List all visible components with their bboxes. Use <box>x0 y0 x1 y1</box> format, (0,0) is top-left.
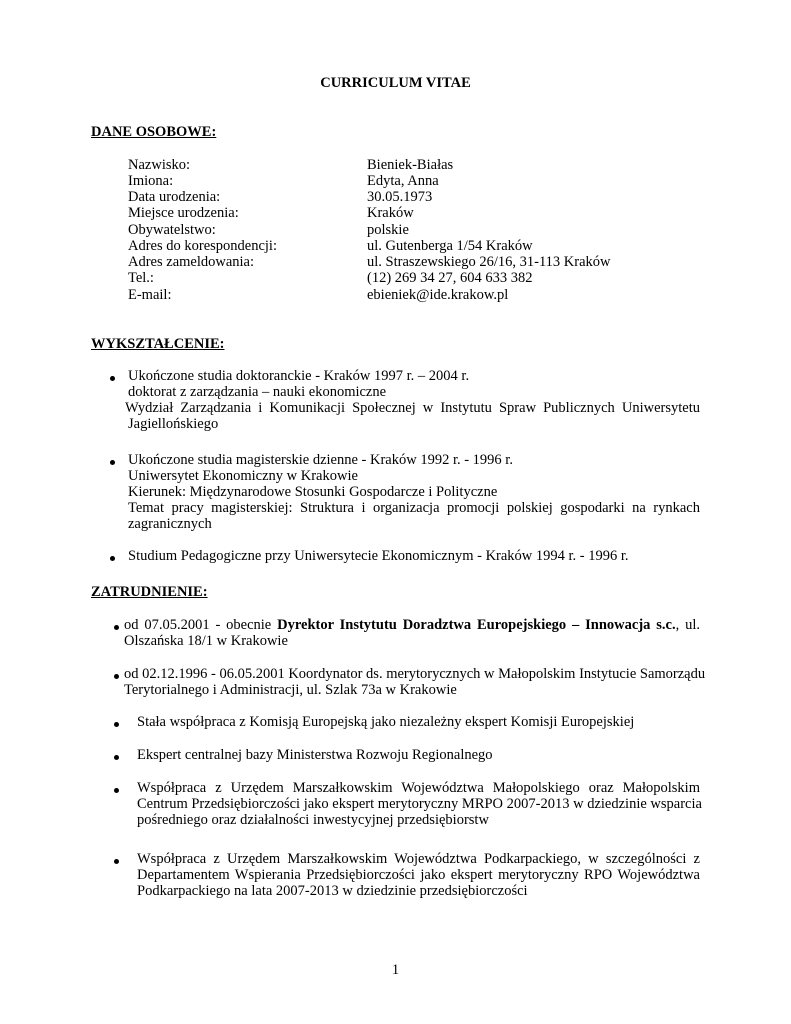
personal-value: (12) 269 34 27, 604 633 382 <box>367 270 533 286</box>
employment-line: Współpraca z Urzędem Marszałkowskim Województwa Podkarpackiego, w szczególności z <box>137 851 700 867</box>
employment-line: od 07.05.2001 - obecnie Dyrektor Instytutu Doradztwa Europejskiego – Innowacja s.c., ul. <box>124 617 700 633</box>
bullet-icon <box>114 788 119 793</box>
personal-label: Miejsce urodzenia: <box>128 205 239 221</box>
education-line: Wydział Zarządzania i Komunikacji Społecznej w Instytutu Spraw Publicznych Uniwersytetu <box>125 400 700 416</box>
personal-label: Obywatelstwo: <box>128 222 216 238</box>
personal-data-heading: DANE OSOBOWE: <box>91 124 217 140</box>
employment-line: Stała współpraca z Komisją Europejską jako niezależny ekspert Komisji Europejskiej <box>137 714 635 730</box>
page-number: 1 <box>391 962 400 978</box>
personal-label: Adres zameldowania: <box>128 254 255 270</box>
employment-line: Ekspert centralnej bazy Ministerstwa Rozwoju Regionalnego <box>137 747 493 763</box>
personal-value: polskie <box>367 222 409 238</box>
employment-line: Departamentem Wspierania Przedsiębiorczości jako ekspert merytoryczny RPO Województwa <box>137 867 700 883</box>
education-line: Ukończone studia magisterskie dzienne - Kraków 1992 r. - 1996 r. <box>128 452 513 468</box>
education-line: Kierunek: Międzynarodowe Stosunki Gospodarcze i Polityczne <box>128 484 498 500</box>
personal-label: Tel.: <box>128 270 154 286</box>
bullet-icon <box>114 625 119 630</box>
employment-line: od 02.12.1996 - 06.05.2001 Koordynator ds. merytorycznych w Małopolskim Instytucie Samorządu <box>124 666 706 682</box>
education-line: Ukończone studia doktoranckie - Kraków 1997 r. – 2004 r. <box>128 368 470 384</box>
personal-label: Adres do korespondencji: <box>128 238 277 254</box>
personal-value: 30.05.1973 <box>367 189 433 205</box>
personal-label: Imiona: <box>128 173 174 189</box>
education-line: Jagiellońskiego <box>128 416 219 432</box>
education-line: Temat pracy magisterskiej: Struktura i organizacja promocji polskiej gospodarki na rynkach <box>128 500 700 516</box>
education-line: zagranicznych <box>128 516 212 532</box>
bullet-icon <box>114 722 119 727</box>
bullet-icon <box>114 674 119 679</box>
bullet-icon <box>114 755 119 760</box>
employment-line: Podkarpackiego na lata 2007-2013 w dziedzinie przedsiębiorczości <box>137 883 528 899</box>
education-line: Studium Pedagogiczne przy Uniwersytecie Ekonomicznym - Kraków 1994 r. - 1996 r. <box>128 548 629 564</box>
education-line: doktorat z zarządzania – nauki ekonomiczne <box>128 384 387 400</box>
personal-value: Bieniek-Białas <box>367 157 454 173</box>
personal-value: Kraków <box>367 205 414 221</box>
employment-line: pośredniego oraz działalności inwestycyjnej przedsiębiorstw <box>137 812 489 828</box>
personal-value: ul. Straszewskiego 26/16, 31-113 Kraków <box>367 254 611 270</box>
personal-label: Data urodzenia: <box>128 189 221 205</box>
bullet-icon <box>110 556 115 561</box>
document-title: CURRICULUM VITAE <box>320 75 471 91</box>
bullet-icon <box>114 859 119 864</box>
personal-label: Nazwisko: <box>128 157 191 173</box>
employment-line: Olszańska 18/1 w Krakowie <box>124 633 288 649</box>
personal-value: ebieniek@ide.krakow.pl <box>367 287 509 303</box>
bullet-icon <box>110 376 115 381</box>
employment-heading: ZATRUDNIENIE: <box>91 584 208 600</box>
employment-line: Współpraca z Urzędem Marszałkowskim Województwa Małopolskiego oraz Małopolskim <box>137 780 700 796</box>
personal-value: ul. Gutenberga 1/54 Kraków <box>367 238 533 254</box>
education-heading: WYKSZTAŁCENIE: <box>91 336 225 352</box>
education-line: Uniwersytet Ekonomiczny w Krakowie <box>128 468 358 484</box>
employer-name: Dyrektor Instytutu Doradztwa Europejskiego – Innowacja s.c. <box>277 617 676 633</box>
employment-line: Terytorialnego i Administracji, ul. Szlak 73a w Krakowie <box>124 682 457 698</box>
bullet-icon <box>110 460 115 465</box>
employment-line: Centrum Przedsiębiorczości jako ekspert merytoryczny MRPO 2007-2013 w dziedzinie wsparcia <box>137 796 702 812</box>
personal-label: E-mail: <box>128 287 172 303</box>
personal-value: Edyta, Anna <box>367 173 439 189</box>
